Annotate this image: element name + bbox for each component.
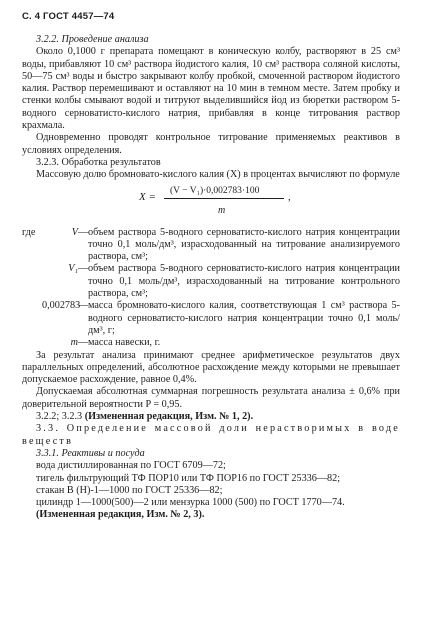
section-3-3-1-heading	[22, 448, 400, 460]
list-item: цилиндр 1—1000(500)—2 или мензурка 1000 (500) по ГОСТ 1770—74.	[36, 497, 345, 509]
list-item: тигель фильтрующий ТФ ПОР10 или ТФ ПОР16 по ГОСТ 25336—82;	[36, 472, 341, 484]
revision-note-1	[22, 411, 400, 423]
definition-text: масса навески, г.	[88, 337, 161, 349]
list-item: стакан В (Н)-1—1000 по ГОСТ 25336—82;	[36, 484, 223, 496]
definition-lead	[22, 337, 42, 349]
formula-numerator: (V − V₁)·0,002783·100	[170, 185, 260, 196]
definition-text: объем раствора 5-водного серноватисто-кислого натрия концентрации точно 0,1 моль/дм³, израсходованный на титрование анализируемого раствора, см³;	[88, 226, 400, 263]
section-3-2-2-title: 3.2.2. Проведение анализа	[36, 34, 149, 45]
definition-symbol: V₁	[68, 263, 78, 275]
definition-text: объем раствора 5-водного серноватисто-кислого натрия концентрации точно 0,1 моль/дм³, израсходованный на титрование контрольного раствора, см³;	[88, 263, 400, 300]
definition-symbol: m	[70, 337, 78, 349]
document-body	[22, 34, 400, 522]
formula-denominator: m	[218, 204, 226, 216]
revision-note-2: (Измененная редакция, Изм. № 2, 3).	[36, 509, 205, 521]
list-item: вода дистиллированная по ГОСТ 6709—72;	[36, 460, 226, 472]
definition-dash: —	[78, 337, 89, 349]
formula-intro: Массовую долю бромновато-кислого калия (X) в процентах вычисляют по формуле	[36, 169, 400, 181]
control-titration-text: Одновременно проводят контрольное титрование применяемых реактивов в условиях определения.	[22, 132, 400, 156]
definition-dash: —	[78, 300, 89, 312]
formula-tail: ,	[288, 190, 291, 203]
definition-symbol: 0,002783	[42, 300, 81, 312]
definition-text: масса бромновато-кислого калия, соответствующая 1 см³ раствора 5-водного серноватисто-кислого натрия концентрации точно 0,1 моль/дм³, г;	[88, 300, 400, 336]
section-3-3-heading: 3.3. Определение массовой доли нерастворимых в воде веществ	[22, 423, 400, 447]
definition-dash: —	[78, 263, 89, 275]
fraction-bar	[164, 198, 284, 199]
definition-dash: —	[78, 226, 89, 238]
revision-sections: 3.2.2; 3.2.3	[36, 411, 83, 423]
formula	[22, 183, 400, 223]
variable-definitions	[22, 227, 400, 350]
definition-symbol: V	[71, 226, 78, 238]
definition-lead	[22, 263, 42, 300]
definition-lead: где	[22, 226, 36, 238]
definition-lead	[22, 300, 42, 337]
section-3-3-1-title: 3.3.1. Реактивы и посуда	[36, 447, 145, 459]
error-text: Допускаемая абсолютная суммарная погрешность результата анализа ± 0,6% при доверительной вероятности P = 0,95.	[22, 386, 400, 410]
revision-label: (Измененная редакция, Изм. № 1, 2).	[84, 411, 254, 423]
section-3-2-2-heading	[22, 34, 400, 46]
section-3-2-3-heading: 3.2.3. Обработка результатов	[36, 156, 161, 168]
formula-lhs: X =	[139, 190, 156, 203]
page-header: С. 4 ГОСТ 4457—74	[22, 11, 115, 22]
section-3-2-2-text: Около 0,1000 г препарата помещают в коническую колбу, растворяют в 25 см³ воды, прибавляют 10 см³ раствора йодистого калия, 10 см³ раствора соляной кислоты, 50—75 см³ воды и быстро закрывают колбу пробкой, смоченной раствором йодистого калия. Раствор перемешивают и оставляют на 10 мин в темном месте. Затем пробку и стенки колбы смывают водой и титруют выделившийся йод из бюретки раствором 5-водного серноватисто-кислого натрия, прибавляя в конце титрования раствор крахмала.	[22, 46, 400, 132]
result-text: За результат анализа принимают среднее арифметическое результатов двух параллельных определений, абсолютное расхождение между которыми не превышает допускаемое расхождение, равное 0,4%.	[22, 349, 400, 386]
